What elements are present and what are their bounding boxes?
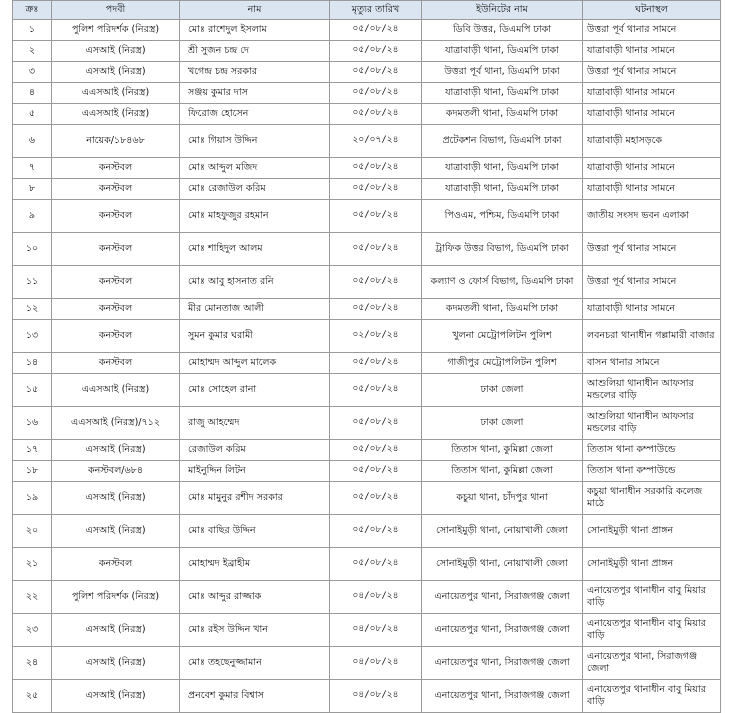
cell-name: মোহাম্মদ ইব্রাহীম xyxy=(180,548,330,581)
cell-date: ০৫/০৮/২৪ xyxy=(330,233,422,266)
cell-date: ০৪/০৮/২৪ xyxy=(330,614,422,647)
table-row xyxy=(13,200,721,233)
table-row xyxy=(13,581,721,614)
cell-date: ০৫/০৮/২৪ xyxy=(330,41,422,62)
cell-name: মোঃ রাশেদুল ইসলাম xyxy=(180,20,330,41)
cell-serial: ১৩ xyxy=(13,320,52,353)
cell-place: আশুলিয়া থানাধীন আফসার মন্ডলের বাড়ি xyxy=(583,374,721,407)
casualty-table-container xyxy=(12,0,721,713)
cell-name: প্রনবেশ কুমার বিশ্বাস xyxy=(180,680,330,713)
table-row xyxy=(13,461,721,482)
cell-date: ০৫/০৮/২৪ xyxy=(330,440,422,461)
cell-place: কচুয়া থানাধীন সরকারি কলেজ মাঠে xyxy=(583,482,721,515)
cell-serial: ৪ xyxy=(13,83,52,104)
cell-name: শ্রী সুজন চন্দ্র দে xyxy=(180,41,330,62)
casualty-table xyxy=(12,0,721,713)
cell-date: ০৫/০৮/২৪ xyxy=(330,266,422,299)
cell-date: ০৫/০৮/২৪ xyxy=(330,104,422,125)
cell-unit: যাত্রাবাড়ী থানা, ডিএমপি ঢাকা xyxy=(422,179,583,200)
cell-name: সুমন কুমার ঘরামী xyxy=(180,320,330,353)
table-row xyxy=(13,266,721,299)
cell-rank: কনস্টবল xyxy=(52,179,180,200)
cell-serial: ১৯ xyxy=(13,482,52,515)
cell-serial: ২০ xyxy=(13,515,52,548)
cell-unit: যাত্রাবাড়ী থানা, ডিএমপি ঢাকা xyxy=(422,83,583,104)
table-row xyxy=(13,179,721,200)
cell-rank: এএসআই (নিরস্ত্র)/৭১২ xyxy=(52,407,180,440)
cell-serial: ৮ xyxy=(13,179,52,200)
table-body xyxy=(13,20,721,713)
cell-name: ফিরোজ হোসেন xyxy=(180,104,330,125)
cell-date: ০৫/০৮/২৪ xyxy=(330,158,422,179)
cell-date: ০৪/০৮/২৪ xyxy=(330,581,422,614)
cell-rank: কনস্টবল xyxy=(52,158,180,179)
cell-date: ০৪/০৮/২৪ xyxy=(330,680,422,713)
cell-place: আশুলিয়া থানাধীন আফসার মন্ডলের বাড়ি xyxy=(583,407,721,440)
cell-serial: ১৭ xyxy=(13,440,52,461)
cell-date: ০৫/০৮/২৪ xyxy=(330,179,422,200)
cell-date: ০৫/০৮/২৪ xyxy=(330,200,422,233)
cell-serial: ১২ xyxy=(13,299,52,320)
cell-name: মোঃ আব্দুল মজিদ xyxy=(180,158,330,179)
table-row xyxy=(13,41,721,62)
cell-name: মোঃ রইস উদ্দিন খান xyxy=(180,614,330,647)
cell-place: উত্তরা পূর্ব থানার সামনে xyxy=(583,20,721,41)
cell-unit: ঢাকা জেলা xyxy=(422,374,583,407)
table-row xyxy=(13,440,721,461)
cell-date: ০৫/০৮/২৪ xyxy=(330,353,422,374)
cell-place: উত্তরা পূর্ব থানার সামনে xyxy=(583,233,721,266)
cell-name: মীর মোনতাজ আলী xyxy=(180,299,330,320)
cell-place: যাত্রাবাড়ী মহাসড়কে xyxy=(583,125,721,158)
cell-serial: ৯ xyxy=(13,200,52,233)
cell-place: জাতীয় সংসদ ভবন এলাকা xyxy=(583,200,721,233)
header-place: ঘটনাস্থল xyxy=(583,1,721,20)
cell-unit: সোনাইমুড়ী থানা, নোয়াখালী জেলা xyxy=(422,548,583,581)
table-row xyxy=(13,320,721,353)
cell-place: লবনচরা থানাধীন গল্লামারী বাজার xyxy=(583,320,721,353)
cell-unit: ডিবি উত্তর, ডিএমপি ঢাকা xyxy=(422,20,583,41)
cell-serial: ২ xyxy=(13,41,52,62)
cell-serial: ২১ xyxy=(13,548,52,581)
cell-rank: নায়েক/১৮৪৬৮ xyxy=(52,125,180,158)
cell-rank: কনস্টবল xyxy=(52,353,180,374)
cell-rank: পুলিশ পরিদর্শক (নিরস্ত্র) xyxy=(52,20,180,41)
table-row xyxy=(13,374,721,407)
cell-place: যাত্রাবাড়ী থানার সামনে xyxy=(583,299,721,320)
cell-rank: এসআই (নিরস্ত্র) xyxy=(52,41,180,62)
cell-name: রাজু আহম্মেদ xyxy=(180,407,330,440)
cell-name: সঞ্জয় কুমার দাস xyxy=(180,83,330,104)
table-row xyxy=(13,482,721,515)
cell-serial: ১৫ xyxy=(13,374,52,407)
cell-serial: ১১ xyxy=(13,266,52,299)
table-row xyxy=(13,62,721,83)
cell-name: মোঃ বাছির উদ্দিন xyxy=(180,515,330,548)
table-header xyxy=(13,1,721,20)
cell-place: উত্তরা পূর্ব থানার সামনে xyxy=(583,62,721,83)
cell-date: ০৪/০৮/২৪ xyxy=(330,647,422,680)
cell-name: রেজাউল করিম xyxy=(180,440,330,461)
cell-name: মোঃ তহছেনুজ্জামান xyxy=(180,647,330,680)
cell-date: ০৫/০৮/২৪ xyxy=(330,461,422,482)
cell-name: মোঃ আবু হাসনাত রনি xyxy=(180,266,330,299)
cell-unit: যাত্রাবাড়ী থানা, ডিএমপি ঢাকা xyxy=(422,41,583,62)
cell-serial: ৩ xyxy=(13,62,52,83)
cell-rank: এসআই (নিরস্ত্র) xyxy=(52,62,180,83)
table-row xyxy=(13,104,721,125)
cell-unit: এনায়েতপুর থানা, সিরাজগঞ্জ জেলা xyxy=(422,647,583,680)
cell-rank: এএসআই (নিরস্ত্র) xyxy=(52,374,180,407)
cell-unit: এনায়েতপুর থানা, সিরাজগঞ্জ জেলা xyxy=(422,680,583,713)
cell-place: তিতাস থানা কম্পাউন্ডে xyxy=(583,440,721,461)
table-row xyxy=(13,614,721,647)
cell-place: যাত্রাবাড়ী থানার সামনে xyxy=(583,158,721,179)
cell-place: যাত্রাবাড়ী থানার সামনে xyxy=(583,41,721,62)
cell-unit: প্রটেকশন বিভাগ, ডিএমপি ঢাকা xyxy=(422,125,583,158)
cell-rank: এসআই (নিরস্ত্র) xyxy=(52,515,180,548)
cell-date: ০২/০৮/২৪ xyxy=(330,320,422,353)
table-row xyxy=(13,83,721,104)
cell-rank: কনস্টবল xyxy=(52,320,180,353)
cell-place: উত্তরা পূর্ব থানার সামনে xyxy=(583,266,721,299)
cell-rank: কনস্টবল/৬৮৪ xyxy=(52,461,180,482)
cell-name: মোঃ আব্দুর রাজ্জাক xyxy=(180,581,330,614)
header-unit: ইউনিটের নাম xyxy=(422,1,583,20)
cell-serial: ২২ xyxy=(13,581,52,614)
cell-unit: যাত্রাবাড়ী থানা, ডিএমপি ঢাকা xyxy=(422,158,583,179)
cell-unit: এনায়েতপুর থানা, সিরাজগঞ্জ জেলা xyxy=(422,581,583,614)
cell-unit: গাজীপুর মেট্রোপলিটন পুলিশ xyxy=(422,353,583,374)
table-row xyxy=(13,353,721,374)
cell-place: এনায়েতপুর থানাধীন বাবু মিয়ার বাড়ি xyxy=(583,614,721,647)
cell-rank: এসআই (নিরস্ত্র) xyxy=(52,647,180,680)
cell-unit: ট্রাফিক উত্তর বিভাগ, ডিএমপি ঢাকা xyxy=(422,233,583,266)
cell-unit: উত্তরা পূর্ব থানা, ডিএমপি ঢাকা xyxy=(422,62,583,83)
cell-serial: ২৫ xyxy=(13,680,52,713)
cell-place: সোনাইমুড়ী থানা প্রাঙ্গন xyxy=(583,515,721,548)
cell-date: ০৫/০৮/২৪ xyxy=(330,407,422,440)
cell-date: ০৫/০৮/২৪ xyxy=(330,515,422,548)
cell-date: ০৫/০৮/২৪ xyxy=(330,62,422,83)
cell-rank: এসআই (নিরস্ত্র) xyxy=(52,440,180,461)
cell-place: সোনাইমুড়ী থানা প্রাঙ্গন xyxy=(583,548,721,581)
table-row xyxy=(13,407,721,440)
header-serial: ক্রঃ xyxy=(13,1,52,20)
cell-unit: পিওএম, পশ্চিম, ডিএমপি ঢাকা xyxy=(422,200,583,233)
cell-name: মোঃ শাহিদুল আলম xyxy=(180,233,330,266)
cell-unit: কল্যাণ ও ফোর্স বিভাগ, ডিএমপি ঢাকা xyxy=(422,266,583,299)
table-row xyxy=(13,548,721,581)
cell-serial: ১৮ xyxy=(13,461,52,482)
cell-serial: ১৪ xyxy=(13,353,52,374)
cell-rank: এসআই (নিরস্ত্র) xyxy=(52,482,180,515)
cell-unit: ঢাকা জেলা xyxy=(422,407,583,440)
cell-date: ০৫/০৮/২৪ xyxy=(330,548,422,581)
cell-rank: এসআই (নিরস্ত্র) xyxy=(52,614,180,647)
cell-serial: ১ xyxy=(13,20,52,41)
table-row xyxy=(13,233,721,266)
cell-name: মোঃ রেজাউল করিম xyxy=(180,179,330,200)
cell-name: মোঃ সোহেল রানা xyxy=(180,374,330,407)
cell-unit: খুলনা মেট্রোপলিটন পুলিশ xyxy=(422,320,583,353)
cell-serial: ৫ xyxy=(13,104,52,125)
cell-rank: কনস্টবল xyxy=(52,266,180,299)
cell-serial: ১০ xyxy=(13,233,52,266)
cell-name: মোহাম্মদ আব্দুল মালেক xyxy=(180,353,330,374)
cell-rank: কনস্টবল xyxy=(52,233,180,266)
cell-place: তিতাস থানা কম্পাউন্ডে xyxy=(583,461,721,482)
table-row xyxy=(13,158,721,179)
cell-rank: এএসআই (নিরস্ত্র) xyxy=(52,83,180,104)
cell-date: ০৫/০৮/২৪ xyxy=(330,299,422,320)
cell-date: ০৫/০৮/২৪ xyxy=(330,20,422,41)
cell-name: মোঃ মামুনুর রশীদ সরকার xyxy=(180,482,330,515)
header-date: মৃত্যুর তারিখ xyxy=(330,1,422,20)
cell-serial: ১৬ xyxy=(13,407,52,440)
cell-unit: তিতাস থানা, কুমিল্লা জেলা xyxy=(422,461,583,482)
cell-serial: ৬ xyxy=(13,125,52,158)
cell-place: যাত্রাবাড়ী থানার সামনে xyxy=(583,179,721,200)
cell-name: মোঃ গিয়াস উদ্দিন xyxy=(180,125,330,158)
table-row xyxy=(13,680,721,713)
table-row xyxy=(13,20,721,41)
cell-place: এনায়েতপুর থানাধীন বাবু মিয়ার বাড়ি xyxy=(583,581,721,614)
cell-serial: ২৩ xyxy=(13,614,52,647)
cell-rank: পুলিশ পরিদর্শক (নিরস্ত্র) xyxy=(52,581,180,614)
cell-unit: এনায়েতপুর থানা, সিরাজগঞ্জ জেলা xyxy=(422,614,583,647)
cell-rank: কনস্টবল xyxy=(52,200,180,233)
table-row xyxy=(13,515,721,548)
cell-rank: কনস্টবল xyxy=(52,299,180,320)
cell-serial: ৭ xyxy=(13,158,52,179)
cell-name: মাইনুদ্দিন লিটন xyxy=(180,461,330,482)
cell-date: ০৫/০৮/২৪ xyxy=(330,83,422,104)
table-row xyxy=(13,299,721,320)
cell-unit: কচুয়া থানা, চাঁদপুর থানা xyxy=(422,482,583,515)
cell-date: ০৫/০৮/২৪ xyxy=(330,374,422,407)
cell-place: এনায়েতপুর থানা, সিরাজগঞ্জ জেলা xyxy=(583,647,721,680)
cell-place: বাসন থানার সামনে xyxy=(583,353,721,374)
header-rank: পদবী xyxy=(52,1,180,20)
header-row xyxy=(13,1,721,20)
cell-date: ২০/০৭/২৪ xyxy=(330,125,422,158)
cell-unit: কদমতলী থানা, ডিএমপি ঢাকা xyxy=(422,299,583,320)
cell-rank: এএসআই (নিরস্ত্র) xyxy=(52,104,180,125)
cell-place: যাত্রাবাড়ী থানার সামনে xyxy=(583,83,721,104)
cell-name: খগেন্দ্র চন্দ্র সরকার xyxy=(180,62,330,83)
cell-place: যাত্রাবাড়ী থানার সামনে xyxy=(583,104,721,125)
cell-serial: ২৪ xyxy=(13,647,52,680)
cell-place: এনায়েতপুর থানাধীন বাবু মিয়ার বাড়ি xyxy=(583,680,721,713)
cell-unit: সোনাইমুড়ী থানা, নোয়াখালী জেলা xyxy=(422,515,583,548)
cell-unit: তিতাস থানা, কুমিল্লা জেলা xyxy=(422,440,583,461)
cell-unit: কদমতলী থানা, ডিএমপি ঢাকা xyxy=(422,104,583,125)
cell-rank: এসআই (নিরস্ত্র) xyxy=(52,680,180,713)
header-name: নাম xyxy=(180,1,330,20)
cell-name: মোঃ মাহফুজুর রহমান xyxy=(180,200,330,233)
table-row xyxy=(13,125,721,158)
cell-date: ০৫/০৮/২৪ xyxy=(330,482,422,515)
cell-rank: কনস্টবল xyxy=(52,548,180,581)
